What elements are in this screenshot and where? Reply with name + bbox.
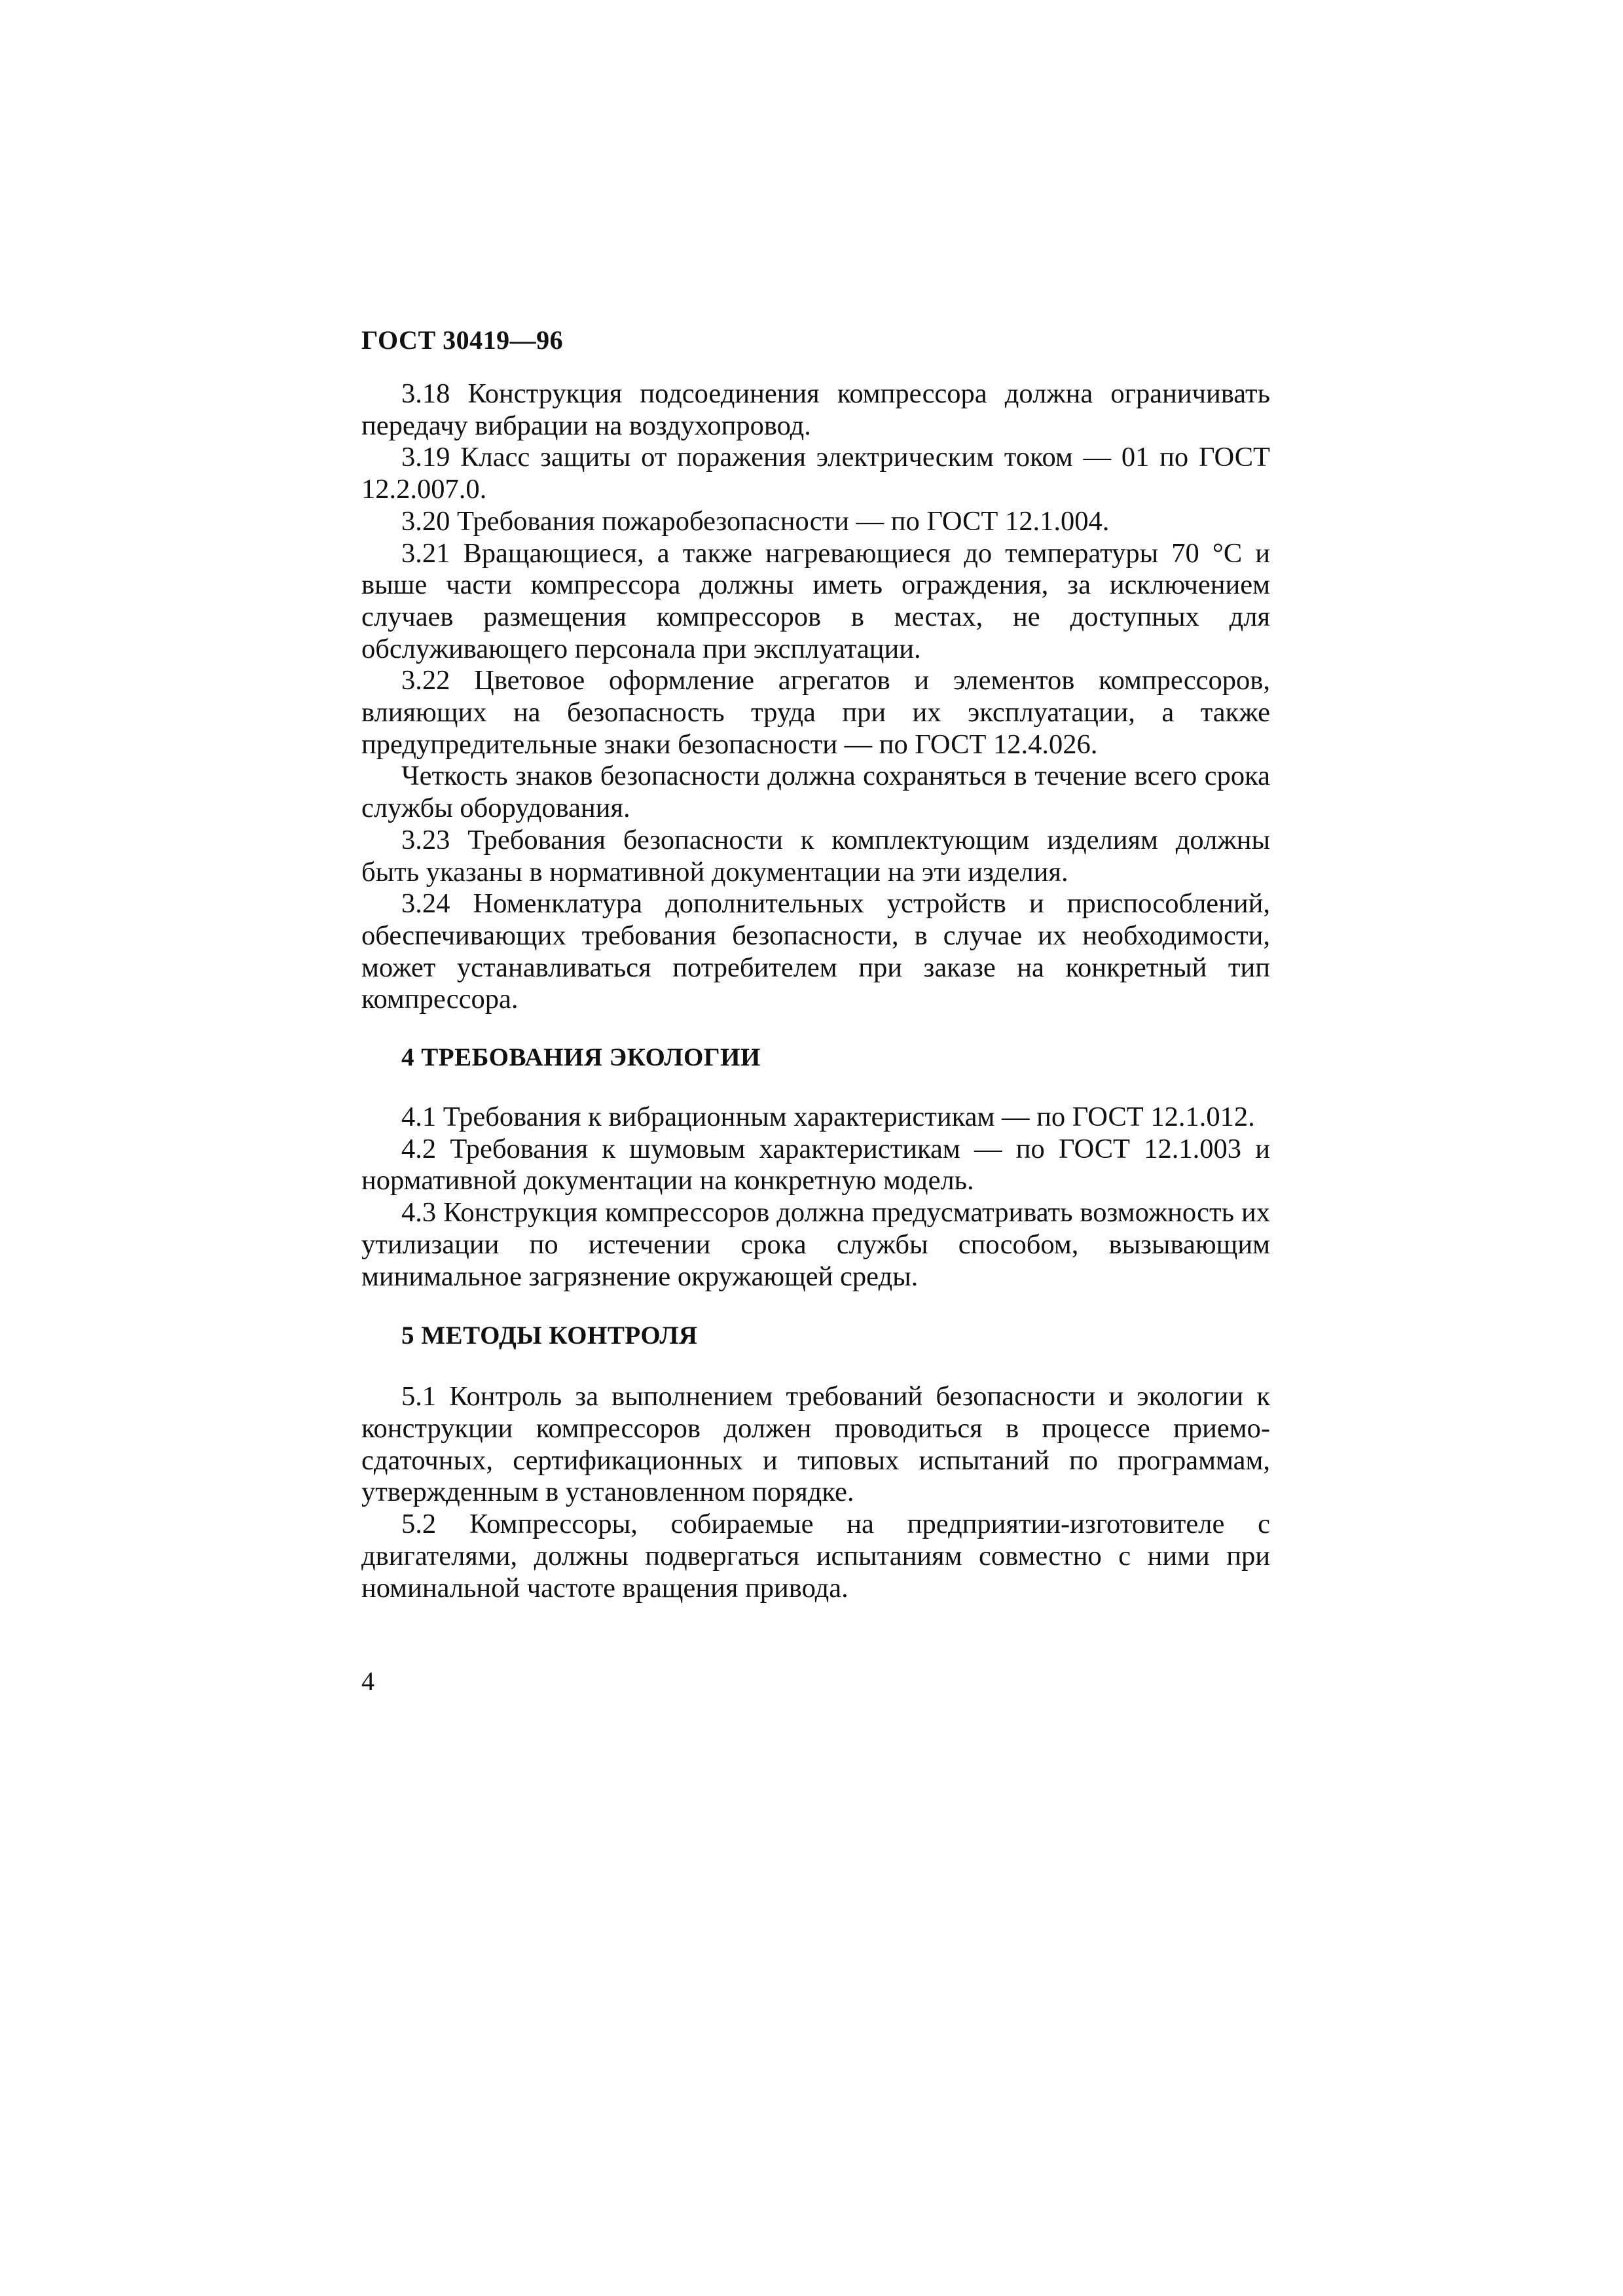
document-body xyxy=(361,378,1270,1604)
paragraph-3-18: 3.18 Конструкция подсоединения компрессора должна ограничивать передачу вибрации на воздухопровод. xyxy=(361,378,1270,441)
paragraph-3-22-note: Четкость знаков безопасности должна сохраняться в течение всего срока службы оборудования. xyxy=(361,761,1270,824)
section-5-heading: 5 МЕТОДЫ КОНТРОЛЯ xyxy=(401,1321,698,1350)
section-4-heading: 4 ТРЕБОВАНИЯ ЭКОЛОГИИ xyxy=(401,1043,761,1072)
paragraph-3-19: 3.19 Класс защиты от поражения электрическим током — 01 по ГОСТ 12.2.007.0. xyxy=(361,442,1270,505)
paragraph-5-1: 5.1 Контроль за выполнением требований безопасности и экологии к конструкции компрессоров должен проводиться в процессе приемо-сдаточных, сертификационных и типовых испытаний по программам, утвержденным в установленном порядке. xyxy=(361,1381,1270,1508)
paragraph-4-3: 4.3 Конструкция компрессоров должна предусматривать возможность их утилизации по истечении срока службы способом, вызывающим минимальное загрязнение окружающей среды. xyxy=(361,1197,1270,1292)
paragraph-3-21: 3.21 Вращающиеся, а также нагревающиеся до температуры 70 °С и выше части компрессора должны иметь ограждения, за исключением случаев размещения компрессоров в местах, не доступных для обслуживающего персонала при эксплуатации. xyxy=(361,537,1270,664)
paragraph-3-23: 3.23 Требования безопасности к комплектующим изделиям должны быть указаны в нормативной документации на эти изделия. xyxy=(361,824,1270,888)
paragraph-3-20: 3.20 Требования пожаробезопасности — по ГОСТ 12.1.004. xyxy=(401,505,1110,537)
paragraph-4-2: 4.2 Требования к шумовым характеристикам — по ГОСТ 12.1.003 и нормативной документации на конкретную модель. xyxy=(361,1133,1270,1196)
paragraph-3-22: 3.22 Цветовое оформление агрегатов и элементов компрессоров, влияющих на безопасность труда при их эксплуатации, а также предупредительные знаки безопасности — по ГОСТ 12.4.026. xyxy=(361,665,1270,760)
document-header: ГОСТ 30419—96 xyxy=(361,325,564,355)
paragraph-5-2: 5.2 Компрессоры, собираемые на предприятии-изготовителе с двигателями, должны подвергаться испытаниям совместно с ними при номинальной частоте вращения привода. xyxy=(361,1509,1270,1604)
paragraph-3-24: 3.24 Номенклатура дополнительных устройств и приспособлений, обеспечивающих требования безопасности, в случае их необходимости, может устанавливаться потребителем при заказе на конкретный тип компрессора. xyxy=(361,888,1270,1015)
page-number: 4 xyxy=(361,1666,374,1696)
paragraph-4-1: 4.1 Требования к вибрационным характеристикам — по ГОСТ 12.1.012. xyxy=(401,1102,1255,1133)
